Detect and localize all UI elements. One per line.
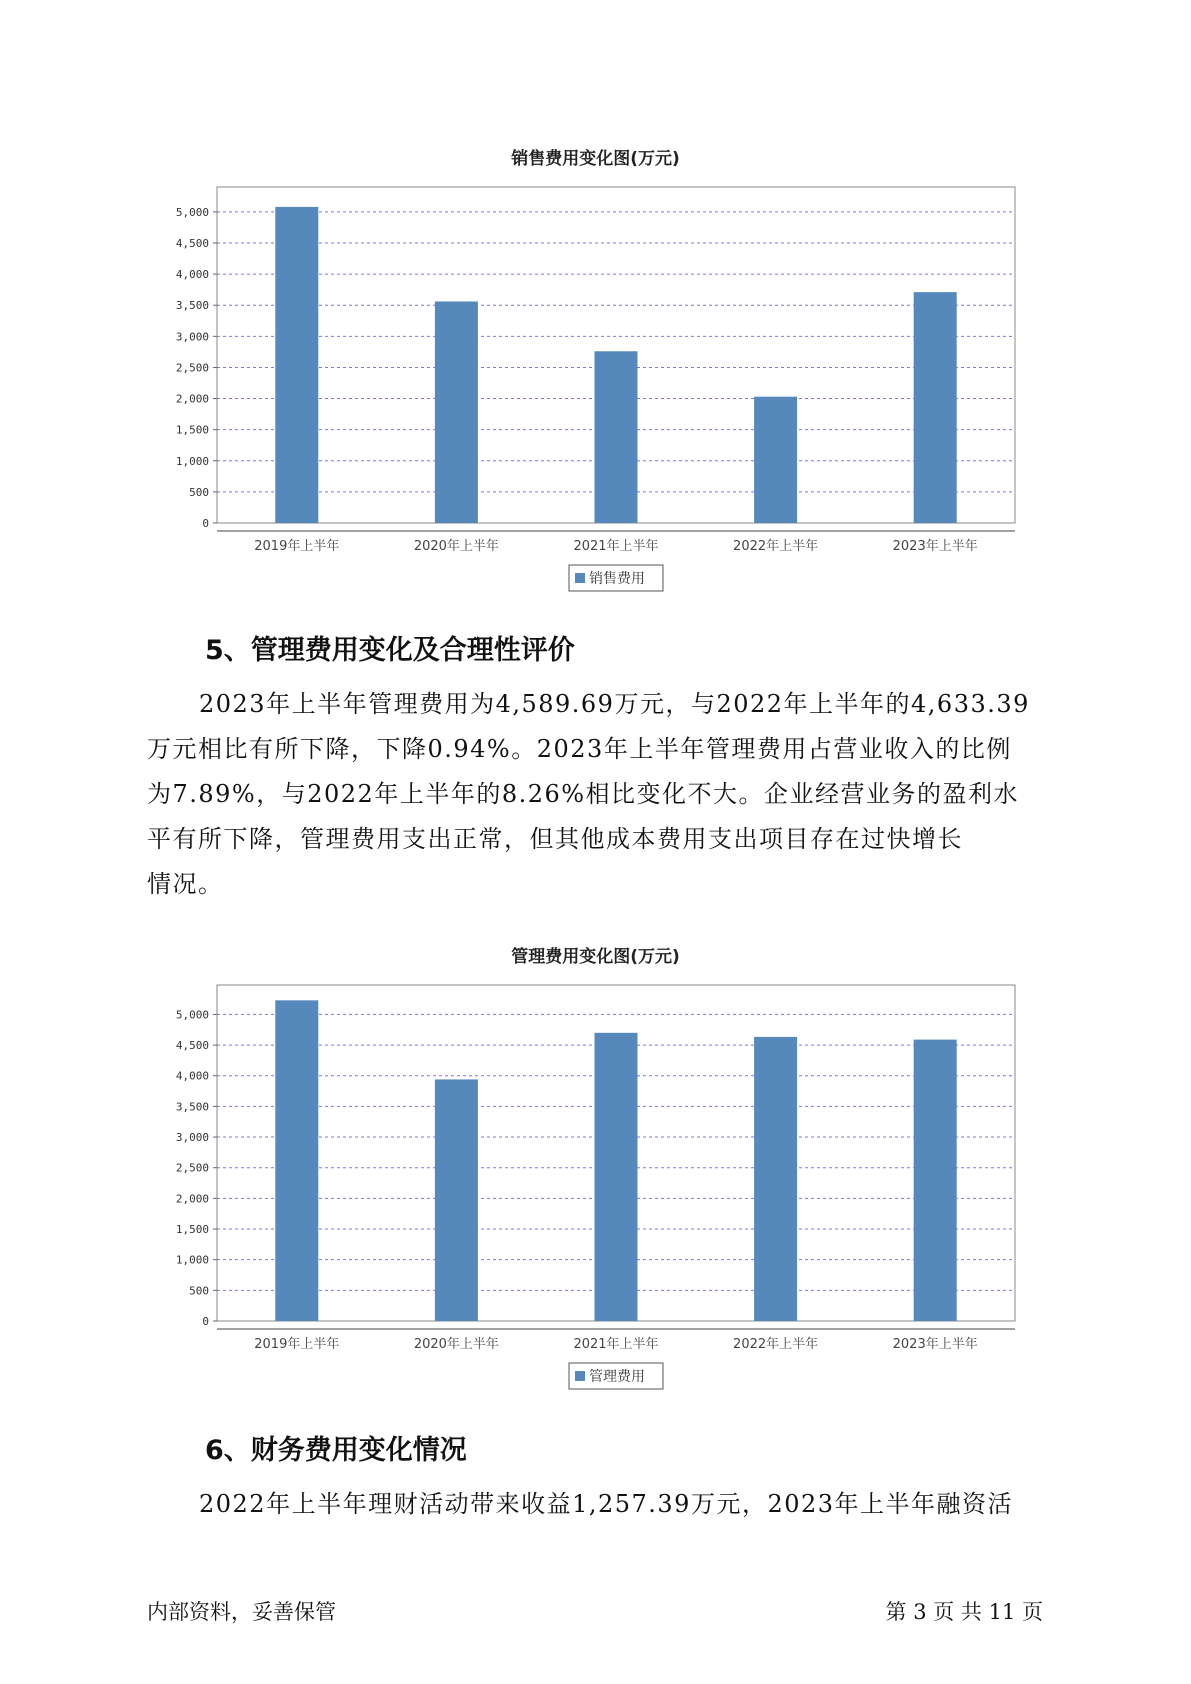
y-tick-label: 1,000 bbox=[175, 1253, 209, 1267]
footer-page-number: 第 3 页 共 11 页 bbox=[885, 1600, 1043, 1624]
x-tick-label: 2019年上半年 bbox=[254, 1337, 340, 1352]
y-tick-label: 1,000 bbox=[175, 454, 209, 468]
y-tick-label: 2,500 bbox=[175, 1161, 209, 1175]
chart1-title: 销售费用变化图(万元) bbox=[511, 149, 680, 169]
paragraph-line: 万元相比有所下降，下降0.94%。2023年上半年管理费用占营业收入的比例 bbox=[147, 735, 1012, 763]
x-tick-label: 2021年上半年 bbox=[573, 539, 659, 554]
bar bbox=[754, 397, 797, 523]
x-tick-label: 2022年上半年 bbox=[733, 1337, 819, 1352]
bar bbox=[595, 1033, 638, 1321]
x-tick-label: 2021年上半年 bbox=[573, 1337, 659, 1352]
section6-heading: 6、财务费用变化情况 bbox=[205, 1435, 467, 1466]
x-tick-label: 2020年上半年 bbox=[413, 1337, 499, 1352]
paragraph-line: 2022年上半年理财活动带来收益1,257.39万元，2023年上半年融资活 bbox=[199, 1490, 1014, 1518]
bar bbox=[275, 207, 318, 523]
y-tick-label: 2,500 bbox=[175, 361, 209, 375]
x-tick-label: 2022年上半年 bbox=[733, 539, 819, 554]
x-tick-label: 2023年上半年 bbox=[892, 539, 978, 554]
y-tick-label: 5,000 bbox=[175, 205, 209, 219]
y-tick-label: 5,000 bbox=[175, 1008, 209, 1022]
y-tick-label: 1,500 bbox=[175, 1223, 209, 1237]
sales-expense-chart bbox=[160, 165, 1040, 587]
y-tick-label: 4,000 bbox=[175, 268, 209, 282]
x-tick-label: 2023年上半年 bbox=[892, 1337, 978, 1352]
bar bbox=[754, 1037, 797, 1321]
y-tick-label: 500 bbox=[189, 485, 209, 499]
bar bbox=[914, 292, 957, 523]
legend-swatch bbox=[575, 573, 585, 583]
section5-heading: 5、管理费用变化及合理性评价 bbox=[205, 635, 575, 666]
x-tick-label: 2020年上半年 bbox=[413, 539, 499, 554]
y-tick-label: 4,000 bbox=[175, 1069, 209, 1083]
paragraph-line: 平有所下降，管理费用支出正常，但其他成本费用支出项目存在过快增长 bbox=[147, 825, 963, 853]
y-tick-label: 2,000 bbox=[175, 1192, 209, 1206]
y-tick-label: 4,500 bbox=[175, 1039, 209, 1053]
y-tick-label: 3,000 bbox=[175, 330, 209, 344]
bar bbox=[435, 1079, 478, 1321]
x-tick-label: 2019年上半年 bbox=[254, 539, 340, 554]
bar bbox=[435, 301, 478, 523]
y-tick-label: 2,000 bbox=[175, 392, 209, 406]
y-tick-label: 3,500 bbox=[175, 1100, 209, 1114]
bar bbox=[595, 351, 638, 523]
bar bbox=[275, 1000, 318, 1321]
paragraph-line: 为7.89%，与2022年上半年的8.26%相比变化不大。企业经营业务的盈利水 bbox=[147, 780, 1020, 808]
y-tick-label: 3,000 bbox=[175, 1131, 209, 1145]
legend-label: 销售费用 bbox=[589, 571, 645, 587]
admin-expense-chart bbox=[160, 963, 1040, 1385]
section5-paragraph bbox=[147, 682, 1047, 907]
paragraph-line: 情况。 bbox=[147, 870, 224, 898]
section6-paragraph bbox=[147, 1482, 1047, 1527]
y-tick-label: 3,500 bbox=[175, 299, 209, 313]
legend-swatch bbox=[575, 1371, 585, 1381]
y-tick-label: 1,500 bbox=[175, 423, 209, 437]
y-tick-label: 500 bbox=[189, 1284, 209, 1298]
y-tick-label: 0 bbox=[202, 517, 209, 530]
legend-label: 管理费用 bbox=[589, 1369, 645, 1385]
footer-confidential-note: 内部资料，妥善保管 bbox=[147, 1600, 336, 1624]
bar bbox=[914, 1040, 957, 1321]
paragraph-line: 2023年上半年管理费用为4,589.69万元，与2022年上半年的4,633.39 bbox=[199, 690, 1030, 718]
y-tick-label: 4,500 bbox=[175, 237, 209, 250]
y-tick-label: 0 bbox=[202, 1315, 209, 1328]
chart2-title: 管理费用变化图(万元) bbox=[511, 947, 680, 967]
